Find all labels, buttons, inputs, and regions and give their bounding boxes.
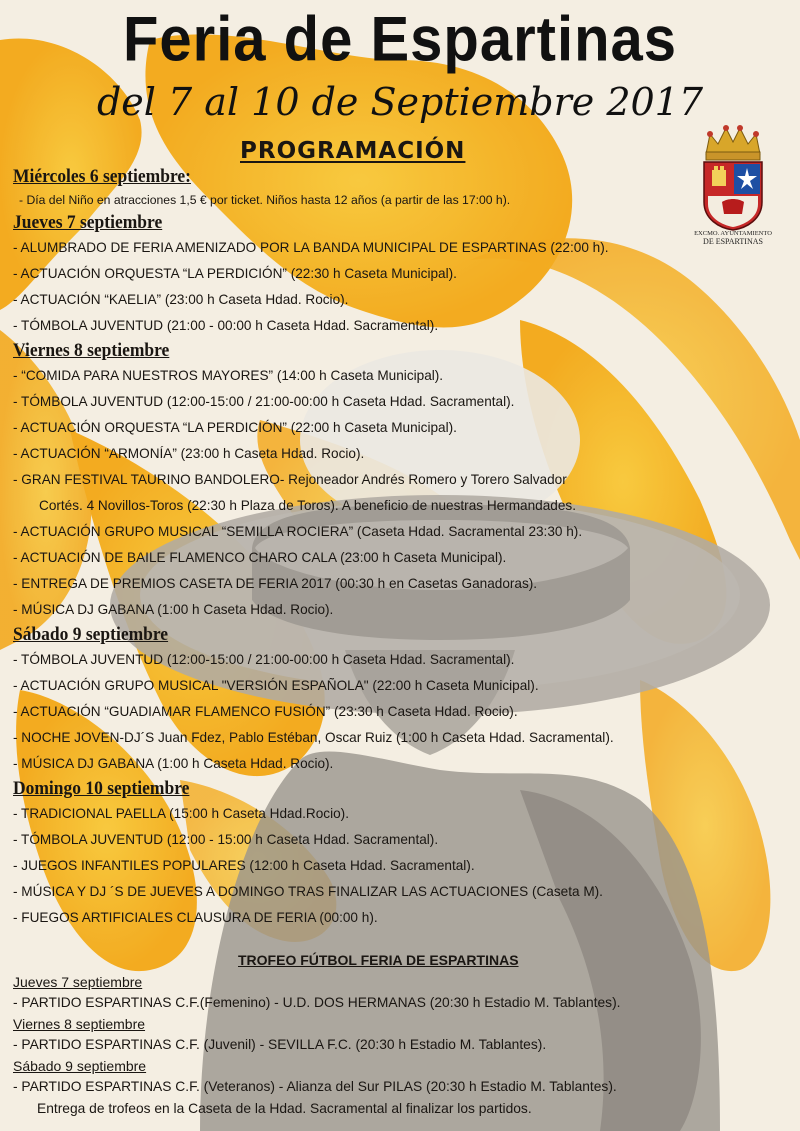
day-block-sunday [13,777,788,931]
trofeo-match: - PARTIDO ESPARTINAS C.F.(Femenino) - U.D. DOS HERMANAS (20:30 h Estadio M. Tablantes). [13,995,621,1010]
day-heading: Miércoles 6 septiembre: [13,166,191,187]
schedule-item-continuation: Cortés. 4 Novillos-Toros (22:30 h Plaza de Toros). A beneficio de nuestras Hermandades. [39,498,576,513]
schedule-item: - TÓMBOLA JUVENTUD (12:00-15:00 / 21:00-00:00 h Caseta Hdad. Sacramental). [13,394,515,409]
schedule-item: - “COMIDA PARA NUESTROS MAYORES” (14:00 h Caseta Municipal). [13,368,444,383]
trofeo-day-heading: Viernes 8 septiembre [13,1016,146,1032]
schedule-item: - NOCHE JOVEN-DJ´S Juan Fdez, Pablo Estéban, Oscar Ruiz (1:00 h Caseta Hdad. Sacramental). [13,730,614,745]
trofeo-note: Entrega de trofeos en la Caseta de la Hdad. Sacramental al finalizar los partidos. [37,1101,532,1116]
crest-caption-1: EXCMO. AYUNTAMIENTO [694,230,772,237]
event-dates: del 7 al 10 de Septiembre 2017 [96,80,704,124]
schedule-item: - ACTUACIÓN GRUPO MUSICAL "VERSIÓN ESPAÑOLA" (22:00 h Caseta Municipal). [13,678,539,693]
schedule-item: - JUEGOS INFANTILES POPULARES (12:00 h Caseta Hdad. Sacramental). [13,858,475,873]
day-block-wednesday [13,165,788,211]
day-block-saturday [13,623,788,777]
schedule-item: - TÓMBOLA JUVENTUD (21:00 - 00:00 h Caseta Hdad. Sacramental). [13,318,439,333]
trofeo-day-heading: Jueves 7 septiembre [13,974,143,990]
trofeo-heading: TROFEO FÚTBOL FERIA DE ESPARTINAS [238,952,519,968]
schedule-item: - FUEGOS ARTIFICIALES CLAUSURA DE FERIA (00:00 h). [13,910,378,925]
day-heading: Domingo 10 septiembre [13,778,190,799]
event-title: Feria de Espartinas [122,4,678,75]
schedule-item: - ACTUACIÓN “GUADIAMAR FLAMENCO FUSIÓN” (23:30 h Caseta Hdad. Rocio). [13,704,518,719]
trofeo-match: - PARTIDO ESPARTINAS C.F. (Juvenil) - SEVILLA F.C. (20:30 h Estadio M. Tablantes). [13,1037,547,1052]
schedule-item: - ACTUACIÓN “KAELIA” (23:00 h Caseta Hdad. Rocio). [13,292,349,307]
schedule-item: - ACTUACIÓN DE BAILE FLAMENCO CHARO CALA (23:00 h Caseta Municipal). [13,550,507,565]
trofeo-match: - PARTIDO ESPARTINAS C.F. (Veteranos) - Alianza del Sur PILAS (20:30 h Estadio M. Tablantes). [13,1079,617,1094]
schedule-item: - TÓMBOLA JUVENTUD (12:00-15:00 / 21:00-00:00 h Caseta Hdad. Sacramental). [13,652,515,667]
trofeo-day-heading: Sábado 9 septiembre [13,1058,147,1074]
schedule-item: - ACTUACIÓN ORQUESTA “LA PERDICIÓN” (22:30 h Caseta Municipal). [13,266,457,281]
schedule-item: - TÓMBOLA JUVENTUD (12:00 - 15:00 h Caseta Hdad. Sacramental). [13,832,439,847]
schedule-item: - ACTUACIÓN “ARMONÍA” (23:00 h Caseta Hdad. Rocio). [13,446,365,461]
schedule-item: - ALUMBRADO DE FERIA AMENIZADO POR LA BANDA MUNICIPAL DE ESPARTINAS (22:00 h). [13,240,609,255]
schedule-item: - ENTREGA DE PREMIOS CASETA DE FERIA 2017 (00:30 h en Casetas Ganadoras). [13,576,538,591]
trofeo-schedule [13,972,793,1120]
schedule-item: - MÚSICA Y DJ ´S DE JUEVES A DOMINGO TRAS FINALIZAR LAS ACTUACIONES (Caseta M). [13,884,603,899]
schedule-item: - GRAN FESTIVAL TAURINO BANDOLERO- Rejoneador Andrés Romero y Torero Salvador [13,472,567,487]
day-heading: Viernes 8 septiembre [13,340,170,361]
schedule-item: - ACTUACIÓN ORQUESTA “LA PERDICIÓN” (22:00 h Caseta Municipal). [13,420,457,435]
schedule [13,165,788,931]
day-block-friday [13,339,788,623]
schedule-item: - MÚSICA DJ GABANA (1:00 h Caseta Hdad. Rocio). [13,602,334,617]
schedule-item: - MÚSICA DJ GABANA (1:00 h Caseta Hdad. Rocio). [13,756,334,771]
day-block-thursday [13,211,788,339]
schedule-item: - ACTUACIÓN GRUPO MUSICAL “SEMILLA ROCIERA” (Caseta Hdad. Sacramental 23:30 h). [13,524,583,539]
crest-caption-2: DE ESPARTINAS [703,237,763,246]
schedule-item: - Día del Niño en atracciones 1,5 € por ticket. Niños hasta 12 años (a partir de las 17:00 h). [19,193,511,207]
schedule-item: - TRADICIONAL PAELLA (15:00 h Caseta Hdad.Rocio). [13,806,349,821]
day-heading: Jueves 7 septiembre [13,212,163,233]
day-heading: Sábado 9 septiembre [13,624,169,645]
section-heading: PROGRAMACIÓN [240,138,466,164]
